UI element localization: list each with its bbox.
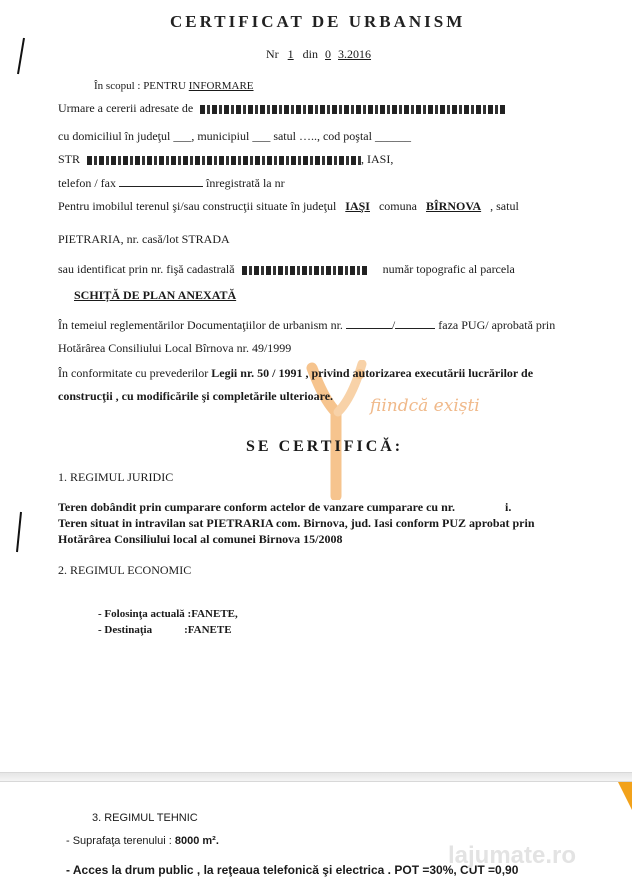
basis-line-1: În temeiul reglementărilor Documentaţiilor de urbanism nr. / faza PUG/ aprobată prin: [58, 318, 556, 332]
request-line: Urmare a cererii adresate de: [58, 101, 506, 116]
redacted-street: [87, 156, 361, 165]
village-line: PIETRARIA, nr. casă/lot STRADA: [58, 232, 230, 246]
section-1-line-3: Hotărârea Consiliului local al comunei Birnova 15/2008: [58, 532, 343, 546]
section-1-line-1: Teren dobândit prin cumparare conform actelor de vanzare cumparare cu nr. i.: [58, 500, 512, 514]
logo-watermark-icon: [300, 360, 380, 500]
pen-mark-top: [14, 36, 28, 76]
land-area: - Suprafaţa terenului : 8000 m².: [66, 835, 219, 847]
destination: - Destinaţia :FANETE: [98, 624, 232, 636]
street-line: STR , IASI,: [58, 152, 394, 166]
scope-line: În scopul : PENTRU INFORMARE: [94, 80, 254, 92]
certifies-heading: SE CERTIFICĂ:: [246, 438, 404, 455]
redacted-cadastral: [242, 266, 368, 275]
page-title: CERTIFICAT DE URBANISM: [170, 12, 466, 31]
section-2-heading: 2. REGIMUL ECONOMIC: [58, 563, 192, 577]
site-watermark: lajumate.ro: [448, 842, 577, 869]
plan-reference: SCHIȚĂ DE PLAN ANEXATĂ: [74, 288, 237, 302]
law-line-2: construcţii , cu modificările şi completările ulterioare.: [58, 389, 334, 403]
section-3-heading: 3. REGIMUL TEHNIC: [92, 812, 198, 824]
page-break: [0, 772, 632, 782]
section-1-heading: 1. REGIMUL JURIDIC: [58, 470, 174, 484]
section-1-line-2: Teren situat in intravilan sat PIETRARIA com. Birnova, jud. Iasi conform PUZ aprobat prin: [58, 516, 535, 530]
domicile-line: cu domiciliul în judeţul ___, municipiul ___ satul ….., cod poştal ______: [58, 129, 411, 143]
orange-corner: [618, 782, 632, 810]
redacted-applicant: [200, 105, 506, 114]
cadastral-line: sau identificat prin nr. fişă cadastrală număr topografic al parcela: [58, 262, 515, 276]
basis-line-2: Hotărârea Consiliului Local Bîrnova nr. 49/1999: [58, 341, 292, 355]
law-line-1: În conformitate cu prevederilor Legii nr. 50 / 1991 , privind autorizarea executării lucrărilor de: [58, 366, 534, 380]
pen-mark-middle: [12, 510, 26, 554]
current-use: - Folosinţa actuală :FANETE,: [98, 608, 238, 620]
certificate-number: Nr 1 din 0 3.2016: [266, 47, 372, 61]
property-line: Pentru imobilul terenul şi/sau construcţii situate în judeţul IAŞI comuna BÎRNOVA , satul: [58, 199, 519, 213]
public-access-line: - Acces la drum public , la reţeaua telefonică şi electrica . POT =30%, CUT =0,90: [66, 863, 519, 877]
watermark-tagline: fiindcă exiști: [370, 396, 480, 416]
phone-line: telefon / fax înregistrată la nr: [58, 176, 285, 190]
